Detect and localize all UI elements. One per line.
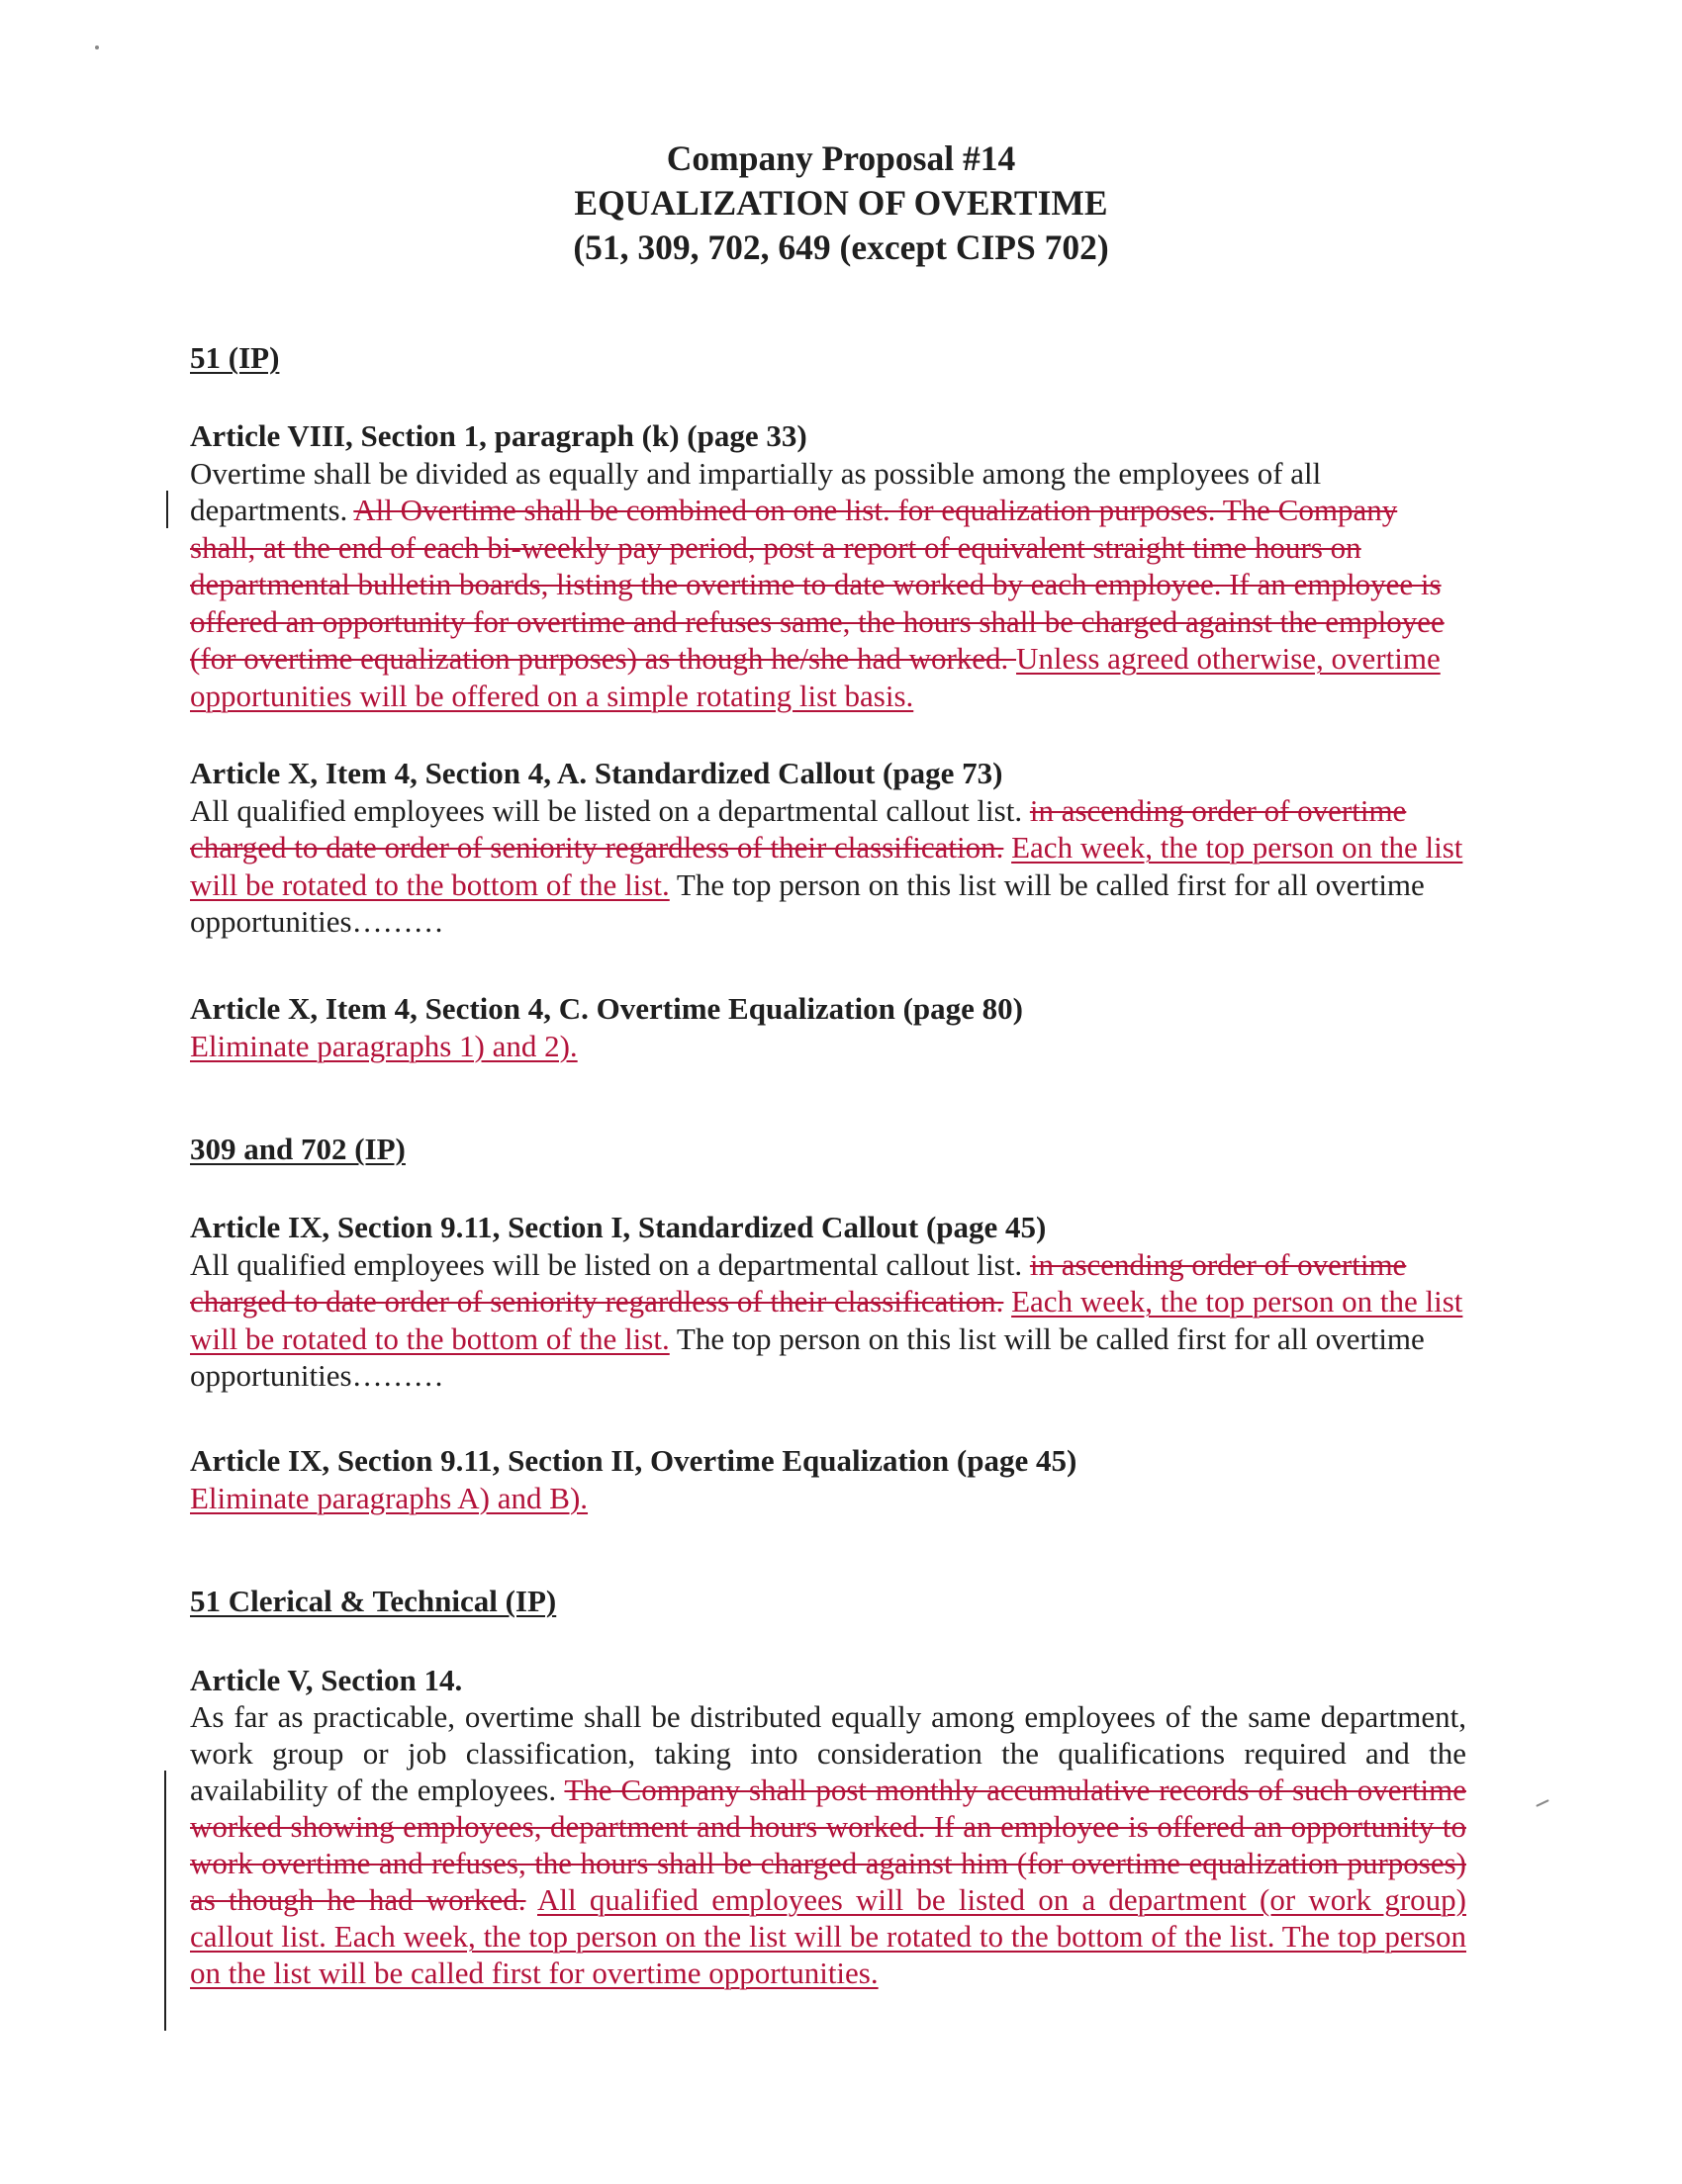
deleted-text: in ascending order of overtime charged to date order of seniority regardless of their classification. bbox=[190, 1246, 1407, 1319]
body-text: All qualified employees will be listed on a departmental callout list. bbox=[190, 1246, 1030, 1282]
body-text: Overtime shall be divided as equally and impartially as possible among the employees of all departments. bbox=[190, 455, 1322, 527]
revision-bar bbox=[166, 491, 168, 528]
inserted-text: Eliminate paragraphs 1) and 2). bbox=[190, 1028, 578, 1063]
deleted-text: All Overtime shall be combined on one list. for equalization purposes. The Company shall, at the end of each bi-weekly pay period, post a report of equivalent straight time hours on departmental bulletin boards, listing the overtime to date worked by each employee. If an employee is offered an opportunity for overtime and refuses same, the hours shall be charged against the employee (for overtime equalization purposes) as though he/she had worked. bbox=[190, 493, 1445, 676]
body-text-tail: The top person on this list will be called first for all overtime opportunities……… bbox=[190, 866, 1425, 939]
title-line-3: (51, 309, 702, 649 (except CIPS 702) bbox=[573, 228, 1109, 267]
inserted-text: Unless agreed otherwise, overtime opportunities will be offered on a simple rotating list basis. bbox=[190, 641, 1441, 713]
body-text-tail: The top person on this list will be called first for all overtime opportunities……… bbox=[190, 1320, 1425, 1393]
section-heading: 51 (IP) bbox=[190, 340, 280, 375]
article-heading: Article V, Section 14. bbox=[190, 1663, 463, 1697]
section-51-heading-block bbox=[190, 339, 1466, 377]
article-body bbox=[190, 792, 1466, 941]
body-text: All qualified employees will be listed on a departmental callout list. bbox=[190, 792, 1030, 828]
title-line-1: Company Proposal #14 bbox=[666, 138, 1016, 178]
body-text: As far as practicable, overtime shall be distributed equally among employees of the same department, work group or job classification, taking into consideration the qualifications required and the availability of the employees. bbox=[190, 1699, 1466, 1807]
article-x-callout-block bbox=[190, 755, 1466, 941]
inserted-text: All qualified employees will be listed on a department (or work group) callout list. Each week, the top person on the list will be rotated to the bottom of the list. The top person on the list will be called first for overtime opportunities. bbox=[190, 1882, 1466, 1990]
article-body bbox=[190, 1698, 1466, 1991]
deleted-text: in ascending order of overtime charged to date order of seniority regardless of their classification. bbox=[190, 792, 1407, 864]
section-309-702-heading-block bbox=[190, 1131, 1466, 1168]
article-viii-block bbox=[190, 417, 1466, 714]
revision-bar bbox=[164, 1771, 166, 2031]
article-ix-callout-block bbox=[190, 1209, 1466, 1395]
inserted-text: Eliminate paragraphs A) and B). bbox=[190, 1480, 589, 1515]
article-ix-equalization-block bbox=[190, 1442, 1466, 1516]
article-heading: Article X, Item 4, Section 4, A. Standardized Callout (page 73) bbox=[190, 756, 1003, 790]
scan-speck bbox=[1536, 1799, 1549, 1807]
section-heading: 51 Clerical & Technical (IP) bbox=[190, 1584, 557, 1618]
article-heading: Article IX, Section 9.11, Section II, Overtime Equalization (page 45) bbox=[190, 1443, 1077, 1478]
section-heading: 309 and 702 (IP) bbox=[190, 1132, 406, 1166]
article-v-block bbox=[190, 1662, 1466, 1991]
article-heading: Article IX, Section 9.11, Section I, Standardized Callout (page 45) bbox=[190, 1210, 1047, 1244]
document-title bbox=[0, 136, 1682, 270]
article-heading: Article X, Item 4, Section 4, C. Overtime Equalization (page 80) bbox=[190, 991, 1024, 1026]
scan-speck bbox=[95, 46, 99, 49]
inserted-text: Each week, the top person on the list will be rotated to the bottom of the list. bbox=[190, 830, 1463, 902]
section-51-clerical-heading-block bbox=[190, 1583, 1466, 1620]
deleted-text: The Company shall post monthly accumulative records of such overtime worked showing employees, department and hours worked. If an employee is offered an opportunity to work overtime and refuses, the hours shall be charged against him (for overtime equalization purposes) as though he had worked. bbox=[190, 1773, 1466, 1917]
inserted-text: Each week, the top person on the list will be rotated to the bottom of the list. bbox=[190, 1284, 1463, 1356]
title-line-2: EQUALIZATION OF OVERTIME bbox=[574, 183, 1108, 223]
article-body bbox=[190, 1246, 1466, 1395]
article-heading: Article VIII, Section 1, paragraph (k) (page 33) bbox=[190, 418, 807, 453]
article-body bbox=[190, 455, 1466, 715]
article-x-equalization-block bbox=[190, 990, 1466, 1064]
